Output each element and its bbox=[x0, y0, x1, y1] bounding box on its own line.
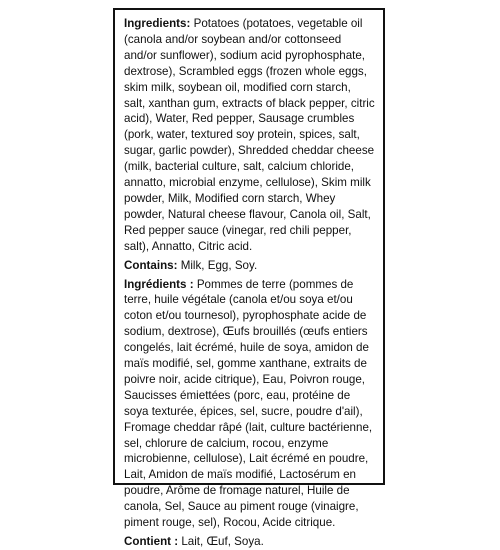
contains-en-paragraph bbox=[124, 258, 375, 274]
ingredients-en-text: Potatoes (potatoes, vegetable oil (canola and/or soybean and/or cottonseed and/or sunflower), sodium acid pyrophosphate, dextrose), Scrambled eggs (frozen whole eggs, skim milk, soybean oil, modified corn starch, salt, xanthan gum, extracts of black pepper, citric acid), Water, Red pepper, Sausage crumbles (pork, water, textured soy protein, spices, salt, sugar, garlic powder), Shredded cheddar cheese (milk, bacterial culture, salt, calcium chloride, annatto, microbial enzyme, cellulose), Skim milk powder, Milk, Modified corn starch, Whey powder, Natural cheese flavour, Canola oil, Salt, Red pepper sauce (vinegar, red chili pepper, salt), Annatto, Citric acid. bbox=[124, 17, 375, 253]
ingredients-en-heading: Ingredients: bbox=[124, 17, 191, 30]
contains-fr-heading: Contient : bbox=[124, 535, 179, 548]
contains-fr-text: Lait, Œuf, Soya. bbox=[181, 535, 264, 548]
ingredients-label-panel bbox=[113, 8, 385, 548]
contains-en-text: Milk, Egg, Soy. bbox=[180, 258, 258, 272]
contains-fr-paragraph bbox=[124, 534, 375, 550]
contains-en-heading: Contains: bbox=[124, 258, 178, 272]
ingredients-fr-paragraph bbox=[124, 277, 375, 532]
ingredients-fr-text: Pommes de terre (pommes de terre, huile végétale (canola et/ou soya et/ou coton et/ou tournesol), pyrophosphate acide de sodium, dextrose), Œufs brouillés (œufs entiers congelés, lait écrémé, huile de soya, amidon de maïs modifié, sel, gomme xanthane, extraits de poivre noir, acide citrique), Eau, Poivron rouge, Saucisses émiettées (porc, eau, protéine de soya texturée, épices, sel, sucre, poudre d'ail), Fromage cheddar râpé (lait, culture bactérienne, sel, chlorure de calcium, rocou, enzyme microbienne, cellulose), Lait écrémé en poudre, Lait, Amidon de maïs modifié, Lactosérum en poudre, Arôme de fromage naturel, Huile de canola, Sel, Sauce au piment rouge (vinaigre, piment rouge, sel), Rocou, Acide citrique. bbox=[124, 277, 373, 530]
ingredients-en-paragraph bbox=[124, 16, 375, 255]
ingredients-fr-heading: Ingrédients : bbox=[124, 277, 194, 291]
